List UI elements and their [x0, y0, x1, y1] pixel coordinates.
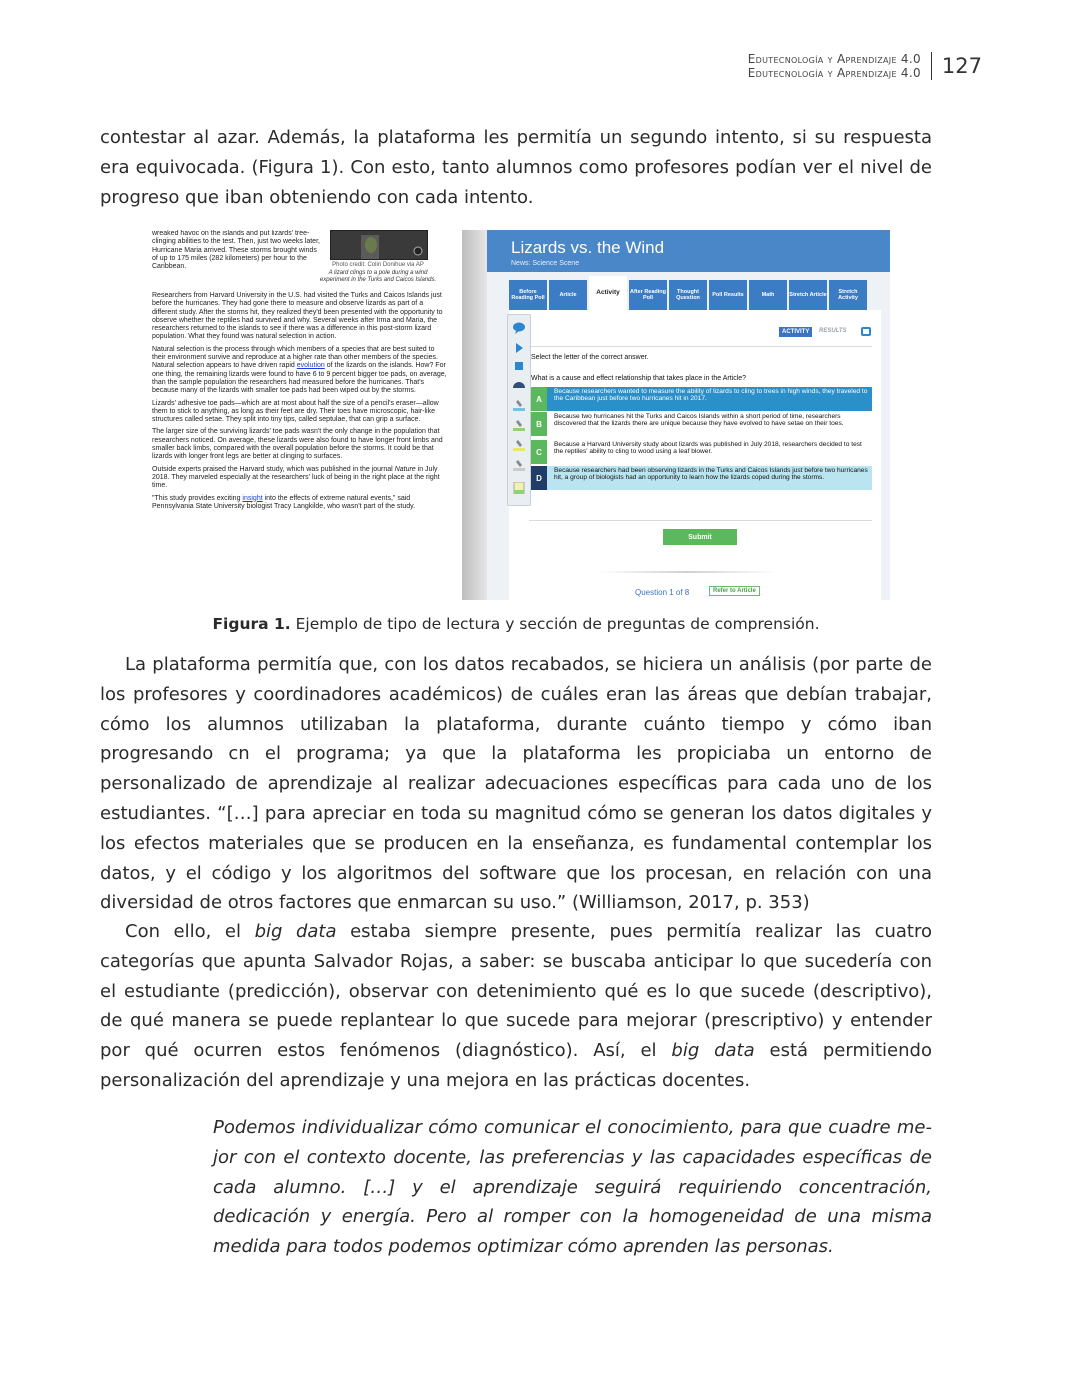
- page-number: 127: [941, 54, 982, 78]
- choice-letter-d: D: [531, 466, 547, 490]
- speed-gauge-icon[interactable]: [512, 377, 526, 389]
- submit-button[interactable]: Submit: [663, 529, 737, 545]
- journal-name: Nature: [394, 465, 416, 473]
- app-header: [487, 230, 890, 272]
- print-icon[interactable]: [861, 327, 871, 336]
- article-photo: [330, 230, 428, 260]
- figure-screenshot: [140, 230, 890, 600]
- answer-choice-a[interactable]: [531, 387, 872, 411]
- refer-to-article-button[interactable]: Refer to Article: [709, 586, 760, 596]
- choice-text-a: Because researchers wanted to measure the ability of lizards to cling to trees in high winds, they traveled to the Caribbean just before two hurricanes hit in 2017.: [554, 388, 868, 403]
- tab-after-reading-poll[interactable]: After Reading Poll: [629, 280, 667, 310]
- caption-text: Ejemplo de tipo de lectura y sección de preguntas de comprensión.: [295, 615, 820, 633]
- play-icon[interactable]: [512, 341, 526, 353]
- tab-article[interactable]: Article: [549, 280, 587, 310]
- article-top-text: wreaked havoc on the islands and put lizards' tree-clinging abilities to the test. Then, just two weeks later, Hurricane Maria arrived. These storms brought winds of up to 175 miles (282 kilometers) per hour to the Caribbean.: [152, 230, 320, 271]
- results-link[interactable]: RESULTS: [819, 328, 847, 334]
- running-header: [748, 52, 982, 80]
- paragraph-text: estaba siempre presente, pues permitía realizar las cuatro categorías que apunta Salvador Rojas, a saber: se buscaba anticipar lo que sucedería con el estudiante (predicción), observar con detenimiento qué es lo que sucede (descriptivo), de qué manera se puede replantear lo que sucede para mejorar (prescriptivo) y entender por qué ocurren estos fenómenos (diagnóstico). Así, el: [100, 921, 932, 1062]
- choice-letter-b: B: [531, 412, 547, 436]
- question-text: What is a cause and effect relationship that takes place in the Article?: [531, 375, 747, 382]
- tab-math[interactable]: Math: [749, 280, 787, 310]
- activity-badge[interactable]: ACTIVITY: [779, 327, 812, 337]
- activity-app: [487, 230, 890, 600]
- paragraph-text: Con ello, el: [125, 921, 241, 942]
- photo-caption: A lizard clings to a pole during a wind experiment in the Turks and Caicos Islands.: [319, 270, 437, 283]
- answer-choice-c[interactable]: [531, 440, 872, 464]
- tab-thought-question[interactable]: Thought Question: [669, 280, 707, 310]
- article-paragraph: Researchers from Harvard University in the U.S. had visited the Turks and Caicos Islands just before the hurricanes. They had gone there to measure and observe lizards as part of a different study. After the storms hit, they realized they'd been presented with the opportunity to observe whether the reptiles had survived and why. Several weeks after Irma and Maria, the researchers returned to the islands to see if there was a difference in this post-storm lizard population. What they found was natural selection in action.: [152, 292, 443, 341]
- article-body: [152, 292, 448, 515]
- caption-label: Figura 1.: [212, 615, 291, 633]
- block-quote: Podemos individualizar cómo comunicar el conocimiento, para que cuadre me- jor con el contexto docente, las preferencias y las capacidades específicas de cada alumno. […] y el aprendizaje seguirá requiriendo concentración, dedicación y energía. Pero al romper con la homogeneidad de una misma medida para todos podemos optimizar cómo aprenden las personas.: [213, 1117, 932, 1258]
- side-toolbar: [507, 314, 531, 506]
- choice-text-c: Because a Harvard University study about lizards was published in July 2018, researchers decided to test the reptiles' ability to cling to wood using a leaf blower.: [554, 441, 862, 456]
- photo-credit: Photo credit: Colin Donihue via AP: [332, 262, 424, 268]
- answer-choice-b[interactable]: [531, 412, 872, 436]
- tab-poll-results[interactable]: Poll Results: [709, 280, 747, 310]
- tab-activity[interactable]: Activity: [589, 276, 627, 310]
- running-title-line1: Edutecnología y Aprendizaje 4.0: [747, 52, 921, 66]
- answer-choice-d[interactable]: [531, 466, 872, 490]
- article-text: in July 2018. They marveled especially at the researchers' luck of being in the right place at the right time.: [152, 465, 440, 490]
- article-paragraph: [152, 495, 448, 512]
- notepad-icon[interactable]: [512, 481, 526, 493]
- running-title: [748, 52, 932, 80]
- figure-caption: [100, 615, 932, 633]
- article-paragraph: The larger size of the surviving lizards' toe pads wasn't the only change in the population that researchers noticed. On average, these lizards were also found to have longer front limbs and smaller back limbs, compared with the overall population before the storms. It could be that lizards with longer front legs are better at clinging to surfaces.: [152, 428, 443, 461]
- insight-link[interactable]: insight: [242, 494, 263, 502]
- tab-stretch-activity[interactable]: Stretch Activity: [829, 280, 867, 310]
- choice-letter-c: C: [531, 440, 547, 464]
- question-counter: Question 1 of 8: [635, 588, 690, 597]
- paragraph-text: está permitiendo personalización del aprendizaje y una mejora en las prácticas docentes.: [100, 1040, 932, 1091]
- article-paragraph: [152, 466, 448, 491]
- app-subtitle: News: Science Scene: [511, 260, 580, 267]
- article-paragraph: [152, 346, 448, 396]
- article-text: of the lizards on the islands. How? For one thing, the remaining lizards were found to have 6 to 9 percent bigger toe pads, on average, than the sample population the researchers had measured before the hurricanes. That's because many of the lizards with smaller toe pads had been wiped out by the storms.: [152, 362, 447, 395]
- emphasis-term: big data: [254, 921, 337, 942]
- body-paragraph-3: [100, 917, 932, 1096]
- divider: [529, 520, 872, 521]
- app-title: Lizards vs. the Wind: [511, 238, 665, 257]
- article-text: Natural selection is the process through which members of a species that are best suited to their environment survive and reproduce at a higher rate than other members of the species. Natural selection appears to have driven rapid: [152, 345, 438, 370]
- article-text: into the effects of extreme natural events," said Pennsylvania State University biologist Tracy Langkilde, who wasn't part of the study.: [152, 494, 416, 510]
- evolution-link[interactable]: evolution: [296, 362, 325, 370]
- article-paragraph: Lizards' adhesive toe pads—which are at most about half the size of a pencil's eraser—allow them to stick to anything, as long as their feet are dry. Their toes have microscopic, hair-like structures called setae. They split into tiny tips, called septulae, that can grip a surface.: [152, 399, 439, 424]
- divider: [529, 346, 872, 347]
- tab-before-reading-poll[interactable]: Before Reading Poll: [509, 280, 547, 310]
- body-paragraph-1: contestar al azar. Además, la plataforma les permitía un segundo intento, si su respuesta era equivocada. (Figura 1). Con esto, tanto alumnos como profesores podían ver el nivel de progreso que iban obteniendo con cada intento.: [100, 127, 932, 208]
- body-paragraph-2: La plataforma permitía que, con los datos recabados, se hiciera un análisis (por parte de los profesores y coordinadores académicos) de cuáles eran las áreas que debían trabajar, cómo los alumnos utilizaban la plataforma, durante cuánto tiempo y cómo iban progresando cn el programa; ya que la plataforma les propiciaba un entorno de personalizado de aprendizaje al realizar adecuaciones específicas para cada uno de los estudiantes. “[…] para apreciar en toda su magnitud cómo se generan los datos digitales y los efectos materiales que se producen en la enseñanza, es fundamental contemplar los datos, y el código y los algoritmos del software que los procesan, en relación con una diversidad de otros factores que enmarcan su uso.” (Williamson, 2017, p. 353): [100, 654, 932, 914]
- highlighter-yellow-icon[interactable]: [512, 439, 526, 451]
- emphasis-term: big data: [671, 1040, 755, 1062]
- stop-icon[interactable]: [512, 359, 526, 371]
- tab-bar: [509, 280, 867, 310]
- highlighter-gray-icon[interactable]: [512, 459, 526, 471]
- article-text: Outside experts praised the Harvard study, which was published in the journal: [152, 465, 393, 473]
- article-panel: [140, 230, 460, 600]
- separator: [597, 571, 777, 573]
- tab-stretch-article[interactable]: Stretch Article: [789, 280, 827, 310]
- speech-bubble-icon[interactable]: [512, 321, 526, 333]
- instruction-text: Select the letter of the correct answer.: [531, 354, 649, 361]
- figure-divider: [462, 230, 487, 600]
- running-title-line2: Edutecnología y Aprendizaje 4.0: [747, 66, 921, 80]
- lizard-photo-icon: [331, 231, 427, 259]
- highlighter-blue-icon[interactable]: [512, 399, 526, 411]
- choice-text-d: Because researchers had been observing lizards in the Turks and Caicos Islands just before two hurricanes hit, a group of biologists had an opportunity to learn how the lizards coped during the storms.: [554, 467, 868, 482]
- highlighter-green-icon[interactable]: [512, 419, 526, 431]
- choice-letter-a: A: [531, 387, 547, 411]
- article-text: "This study provides exciting: [152, 494, 241, 502]
- choice-text-b: Because two hurricanes hit the Turks and Caicos Islands within a short period of time, researchers discovered that the lizards there are unique because they have evolved to have setae on their toes.: [554, 413, 844, 428]
